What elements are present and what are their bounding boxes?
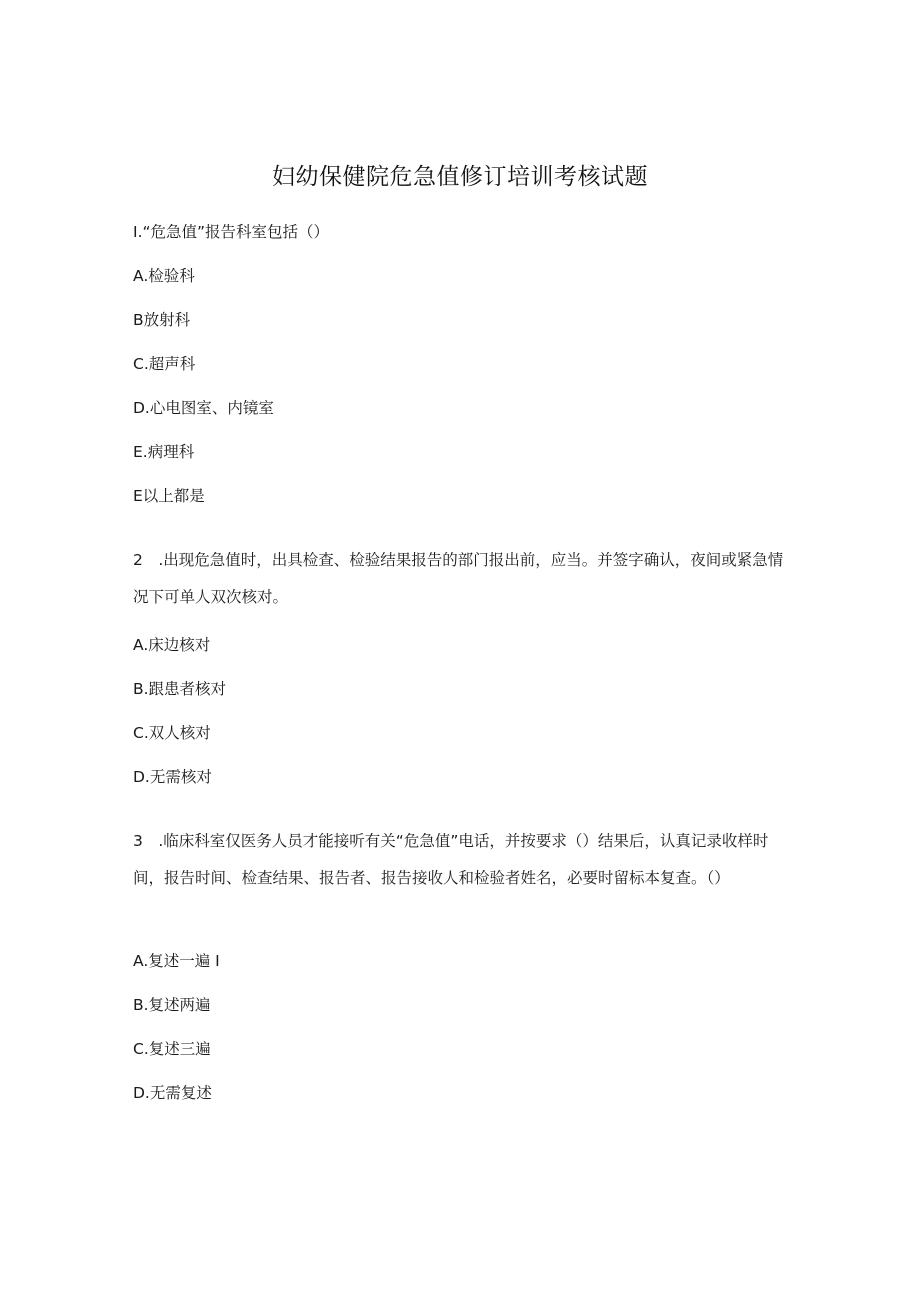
question-2-option-c: C.双人核对 <box>133 724 211 742</box>
question-1-option-a: A.检验科 <box>133 267 195 285</box>
question-3-option-a: A.复述一遍 I <box>133 952 220 970</box>
question-3-stem: 3 .临床科室仅医务人员才能接听有关“危急值”电话，并按要求（）结果后，认真记录收样时间，报告时间、检查结果、报告者、报告接收人和检验者姓名，必要时留标本复查。（） <box>133 832 769 887</box>
question-2-stem: 2 .出现危急值时，出具检查、检验结果报告的部门报出前，应当。并签字确认，夜间或紧急情况下可单人双次核对。 <box>133 551 784 606</box>
page-title: 妇幼保健院危急值修订培训考核试题 <box>272 164 648 190</box>
question-1-option-e: E.病理科 <box>133 443 195 461</box>
question-2-option-a: A.床边核对 <box>133 636 211 654</box>
question-2-option-b: B.跟患者核对 <box>133 680 227 698</box>
question-3-option-c: C.复述三遍 <box>133 1040 211 1058</box>
question-1-option-d: D.心电图室、内镜室 <box>133 399 274 417</box>
question-3-option-d: D.无需复述 <box>133 1084 212 1102</box>
question-1-option-c: C.超声科 <box>133 355 196 373</box>
question-1-option-b: B放射科 <box>133 311 191 329</box>
question-1-stem: I.“危急值”报告科室包括（） <box>133 223 330 241</box>
question-1-option-f: E以上都是 <box>133 487 205 505</box>
question-2-option-d: D.无需核对 <box>133 768 212 786</box>
question-3-option-b: B.复述两遍 <box>133 996 211 1014</box>
